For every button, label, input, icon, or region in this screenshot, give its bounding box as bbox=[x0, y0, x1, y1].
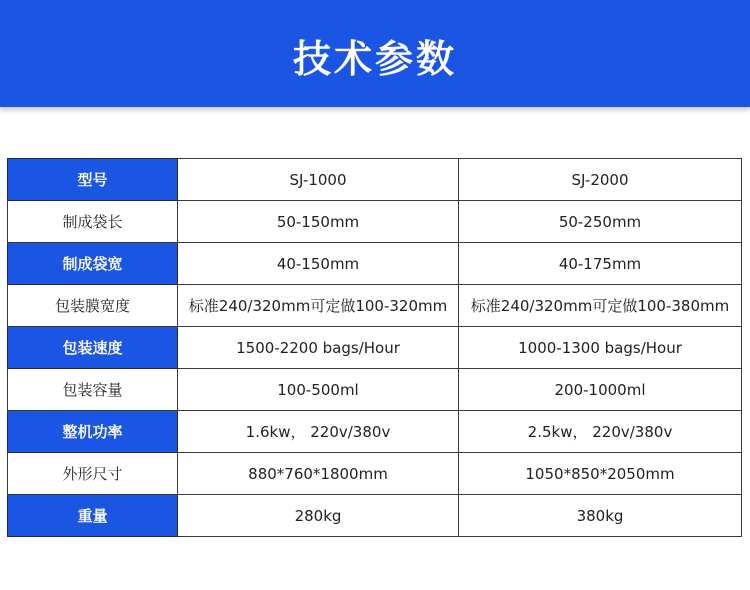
table-row-weight bbox=[8, 495, 742, 537]
row-label-power: 整机功率 bbox=[8, 411, 178, 453]
table-row-power bbox=[8, 411, 742, 453]
table-row-bag-width bbox=[8, 243, 742, 285]
cell-film-width-sj2000: 标准240/320mm可定做100-380mm bbox=[459, 285, 742, 327]
header-banner bbox=[0, 0, 750, 107]
row-label-bag-length: 制成袋长 bbox=[8, 201, 178, 243]
table-row-speed bbox=[8, 327, 742, 369]
table-row-capacity bbox=[8, 369, 742, 411]
cell-model-sj1000: SJ-1000 bbox=[178, 159, 459, 201]
cell-film-width-sj1000: 标准240/320mm可定做100-320mm bbox=[178, 285, 459, 327]
row-label-model: 型号 bbox=[8, 159, 178, 201]
spec-table bbox=[7, 158, 742, 537]
cell-bag-length-sj2000: 50-250mm bbox=[459, 201, 742, 243]
cell-power-sj1000: 1.6kw， 220v/380v bbox=[178, 411, 459, 453]
cell-model-sj2000: SJ-2000 bbox=[459, 159, 742, 201]
row-label-bag-width: 制成袋宽 bbox=[8, 243, 178, 285]
cell-weight-sj1000: 280kg bbox=[178, 495, 459, 537]
row-label-speed: 包装速度 bbox=[8, 327, 178, 369]
cell-capacity-sj2000: 200-1000ml bbox=[459, 369, 742, 411]
cell-dimensions-sj1000: 880*760*1800mm bbox=[178, 453, 459, 495]
cell-speed-sj2000: 1000-1300 bags/Hour bbox=[459, 327, 742, 369]
table-row-film-width bbox=[8, 285, 742, 327]
page-title: 技术参数 bbox=[292, 37, 457, 81]
table-row-dimensions bbox=[8, 453, 742, 495]
cell-capacity-sj1000: 100-500ml bbox=[178, 369, 459, 411]
row-label-capacity: 包装容量 bbox=[8, 369, 178, 411]
cell-bag-width-sj1000: 40-150mm bbox=[178, 243, 459, 285]
cell-speed-sj1000: 1500-2200 bags/Hour bbox=[178, 327, 459, 369]
row-label-film-width: 包装膜宽度 bbox=[8, 285, 178, 327]
cell-power-sj2000: 2.5kw， 220v/380v bbox=[459, 411, 742, 453]
row-label-dimensions: 外形尺寸 bbox=[8, 453, 178, 495]
cell-weight-sj2000: 380kg bbox=[459, 495, 742, 537]
cell-dimensions-sj2000: 1050*850*2050mm bbox=[459, 453, 742, 495]
cell-bag-length-sj1000: 50-150mm bbox=[178, 201, 459, 243]
table-row-bag-length bbox=[8, 201, 742, 243]
table-row-model bbox=[8, 159, 742, 201]
row-label-weight: 重量 bbox=[8, 495, 178, 537]
cell-bag-width-sj2000: 40-175mm bbox=[459, 243, 742, 285]
